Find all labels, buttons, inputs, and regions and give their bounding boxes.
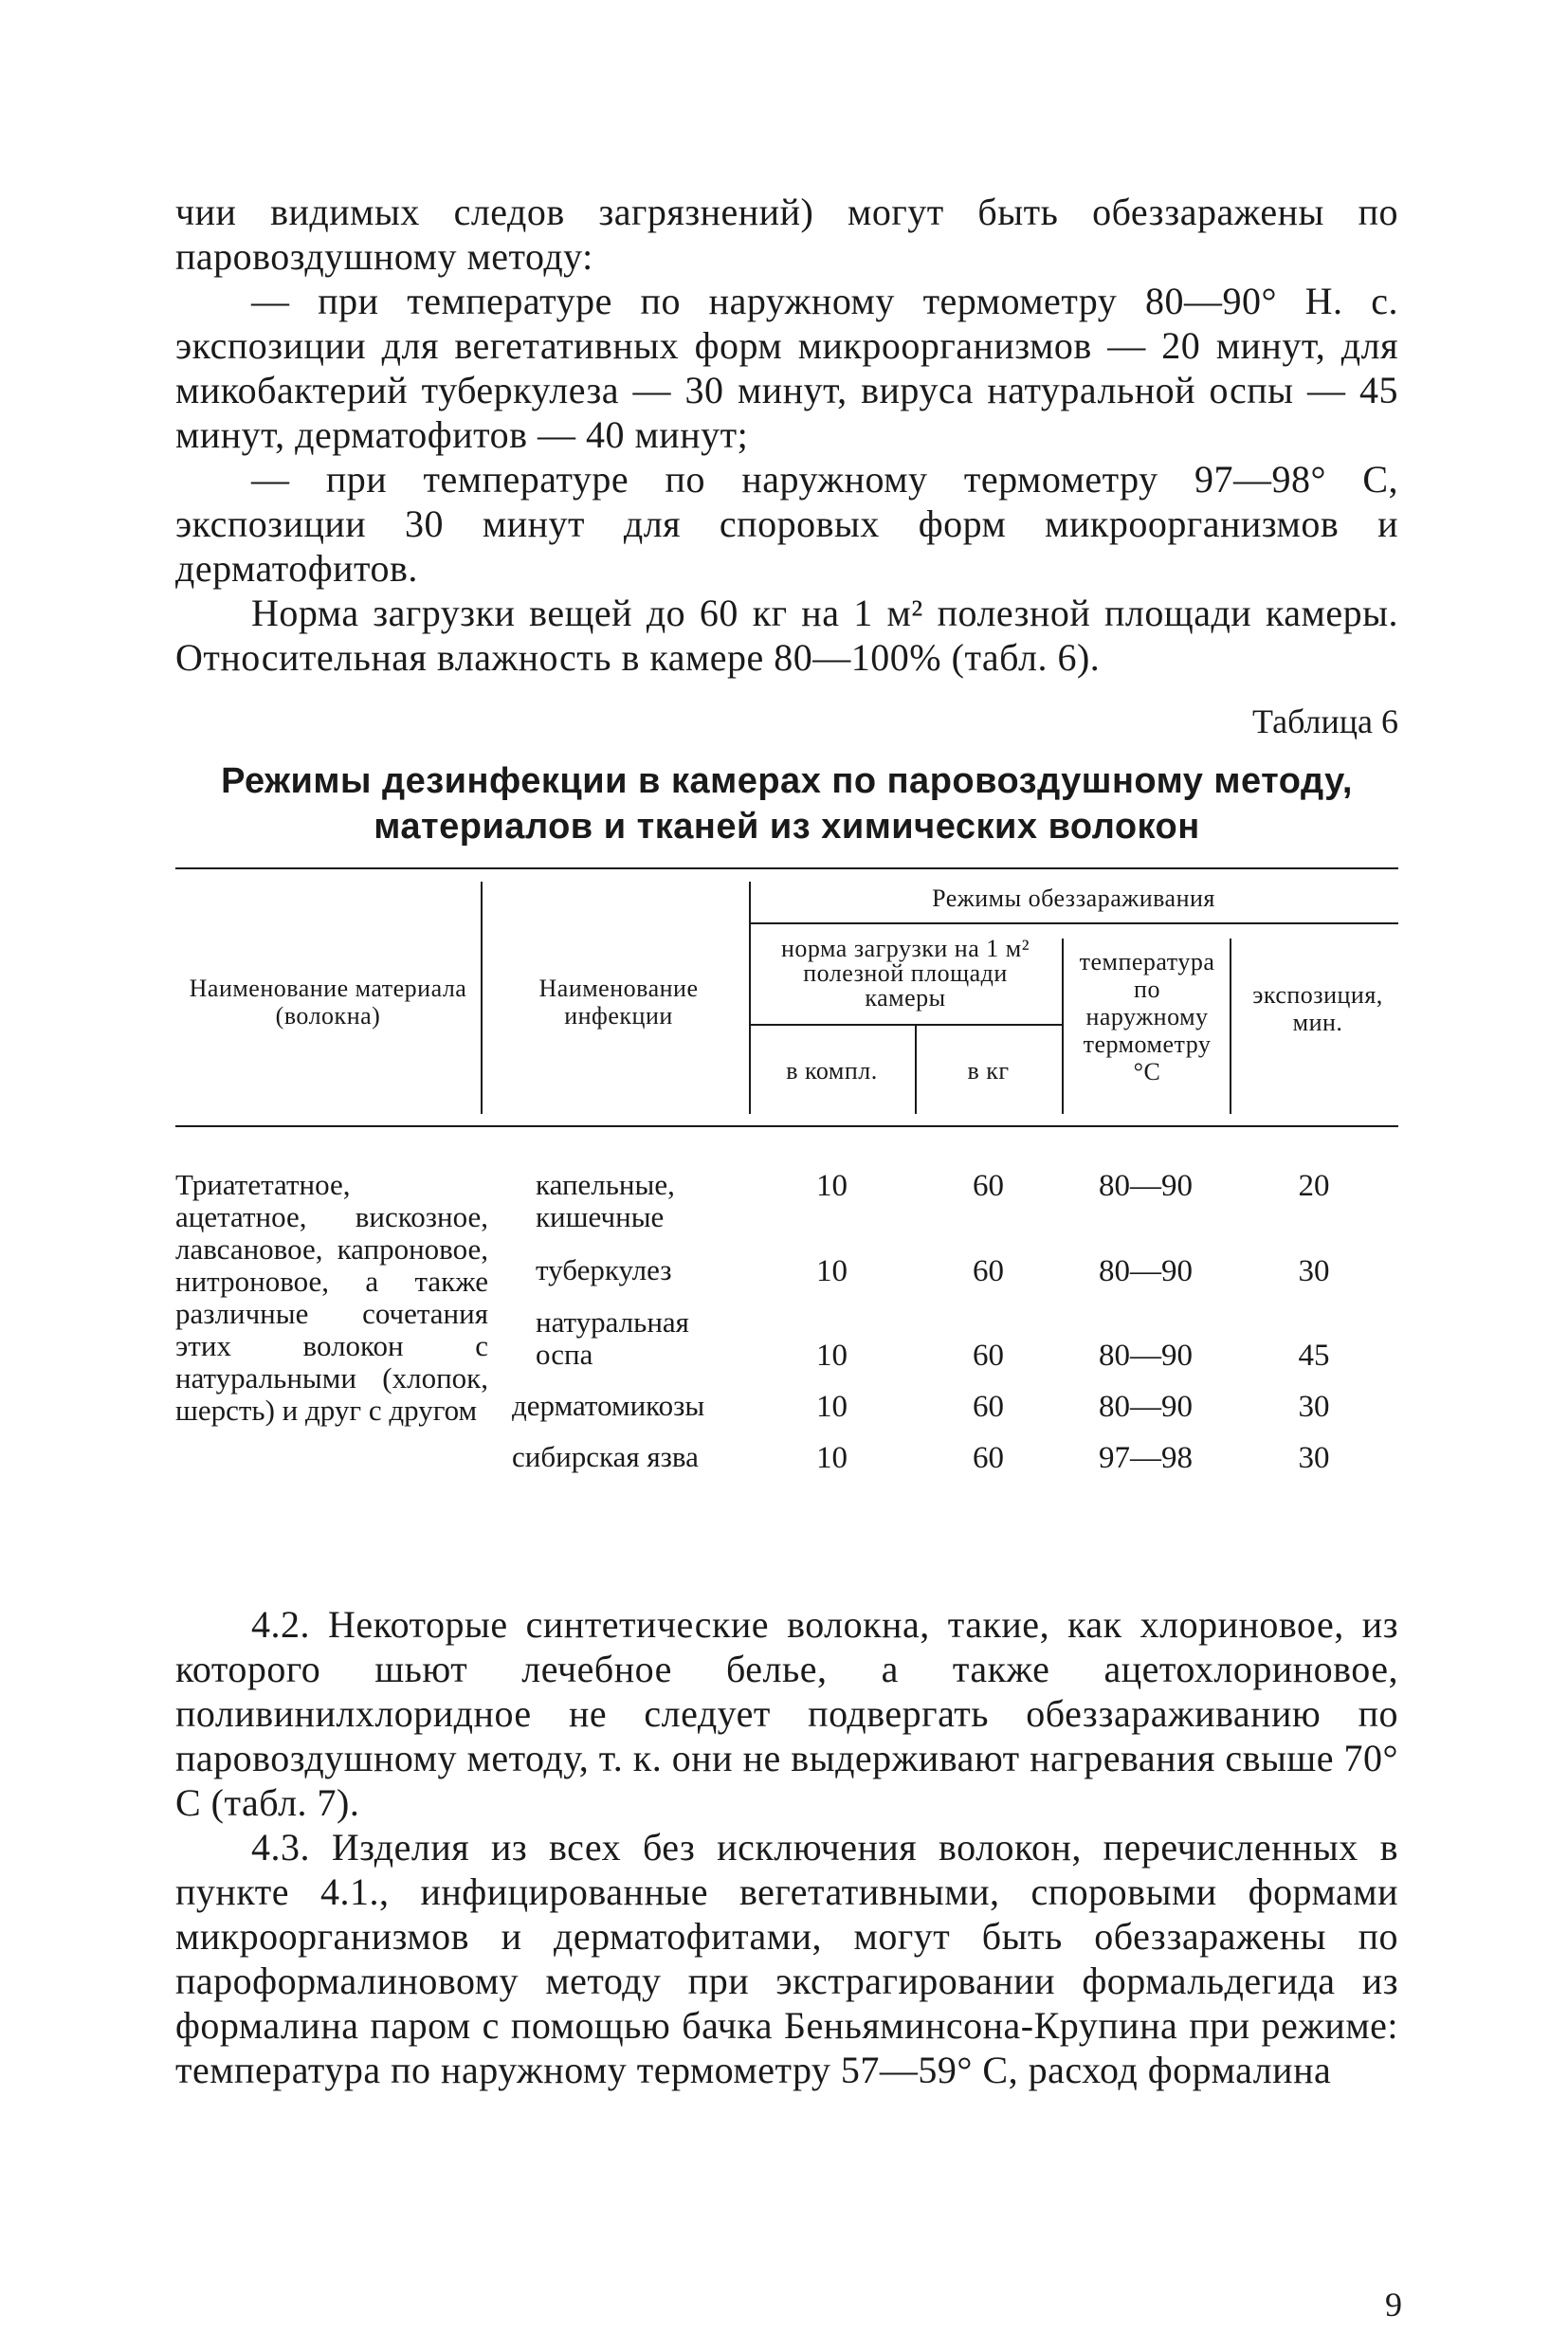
sets-cell: 10	[816, 1390, 848, 1424]
header-temperature: температура по наружному термометру °С	[1079, 948, 1215, 1085]
intro-text	[175, 190, 1398, 680]
table-header-bottom-rule	[175, 1125, 1398, 1127]
temperature-cell: 97—98	[1099, 1441, 1193, 1475]
table-title	[175, 758, 1398, 849]
column-divider	[1230, 939, 1231, 1114]
infection-cell: натуральная оспа	[536, 1305, 689, 1371]
header-exposure: экспозиция, мин.	[1252, 981, 1383, 1036]
paragraph-4-3: 4.3. Изделия из всех без исключения волокон, перечисленных в пункте 4.1., инфицированные вегетативными, споровыми формами микроорганизмов и дерматофитами, могут быть обеззаражены по пароформалиновому методу при экстрагировании формальдегида из формалина паром с помощью бачка Беньяминсона-Крупина при режиме: температура по наружному термометру 57—59° С, расход формалина	[175, 1826, 1398, 2091]
sets-cell: 10	[816, 1339, 848, 1373]
kg-cell: 60	[973, 1339, 1004, 1373]
paragraph-4-2: 4.2. Некоторые синтетические волокна, такие, как хлориновое, из которого шьют лечебное белье, а также ацетохлориновое, поливинилхлоридное не следует подвергать обеззараживанию по паровоздушному методу, т. к. они не выдерживают нагревания свыше 70° С (табл. 7).	[175, 1603, 1398, 1824]
exposure-cell: 30	[1298, 1390, 1330, 1424]
column-divider	[481, 882, 483, 1114]
sets-cell: 10	[816, 1169, 848, 1203]
sets-cell: 10	[816, 1254, 848, 1288]
regimes-underline	[749, 922, 1398, 924]
paragraph-regime-80-90: — при температуре по наружному термометру 80—90° Н. с. экспозиции для вегетативных форм микроорганизмов — 20 минут, для микобактерий туберкулеза — 30 минут, вируса натуральной оспы — 45 минут, дерматофитов — 40 минут;	[175, 280, 1398, 456]
table-top-rule	[175, 867, 1398, 869]
temperature-cell: 80—90	[1099, 1169, 1193, 1203]
paragraph-continuation: чии видимых следов загрязнений) могут быть обеззаражены по паровоздушному методу:	[175, 191, 1398, 278]
paragraph-load-norm: Норма загрузки вещей до 60 кг на 1 м² полезной площади камеры. Относительная влажность в камере 80—100% (табл. 6).	[175, 592, 1398, 679]
disinfection-table	[175, 867, 1398, 1531]
table-number: Таблица 6	[1252, 702, 1398, 740]
exposure-cell: 20	[1298, 1169, 1330, 1203]
kg-cell: 60	[973, 1441, 1004, 1475]
temperature-cell: 80—90	[1099, 1339, 1193, 1373]
kg-cell: 60	[973, 1254, 1004, 1288]
section-text	[175, 1602, 1398, 2092]
infection-cell: дерматомикозы	[512, 1389, 705, 1422]
temperature-cell: 80—90	[1099, 1390, 1193, 1424]
exposure-cell: 45	[1298, 1339, 1330, 1373]
exposure-cell: 30	[1298, 1441, 1330, 1475]
header-infection: Наименование инфекции	[538, 975, 699, 1030]
load-norm-underline	[749, 1024, 1062, 1026]
sets-cell: 10	[816, 1441, 848, 1475]
kg-cell: 60	[973, 1390, 1004, 1424]
temperature-cell: 80—90	[1099, 1254, 1193, 1288]
header-material: Наименование материала (волокна)	[189, 975, 467, 1030]
header-regimes: Режимы обеззараживания	[932, 884, 1215, 912]
table-title-line-1: Режимы дезинфекции в камерах по паровоздушному методу,	[221, 761, 1353, 801]
kg-cell: 60	[973, 1169, 1004, 1203]
material-cell: Триатетатное, ацетатное, вискозное, лавсановое, капроновое, нитроновое, а также различные сочетания этих волокон с натуральными (хлопок, шерсть) и друг с другом	[175, 1168, 488, 1427]
infection-cell: сибирская язва	[512, 1440, 699, 1473]
header-in-sets: в компл.	[786, 1057, 878, 1085]
infection-cell: туберкулез	[536, 1253, 672, 1286]
header-in-kg: в кг	[967, 1057, 1010, 1085]
header-load-norm: норма загрузки на 1 м² полезной площади камеры	[781, 935, 1030, 1012]
exposure-cell: 30	[1298, 1254, 1330, 1288]
page-number: 9	[1385, 2286, 1402, 2324]
column-divider	[1062, 939, 1064, 1114]
infection-cell: капельные, кишечные	[536, 1168, 675, 1233]
paragraph-regime-97-98: — при температуре по наружному термометру 97—98° С, экспозиции 30 минут для споровых форм микроорганизмов и дерматофитов.	[175, 458, 1398, 590]
table-title-line-2: материалов и тканей из химических волокон	[374, 807, 1200, 847]
